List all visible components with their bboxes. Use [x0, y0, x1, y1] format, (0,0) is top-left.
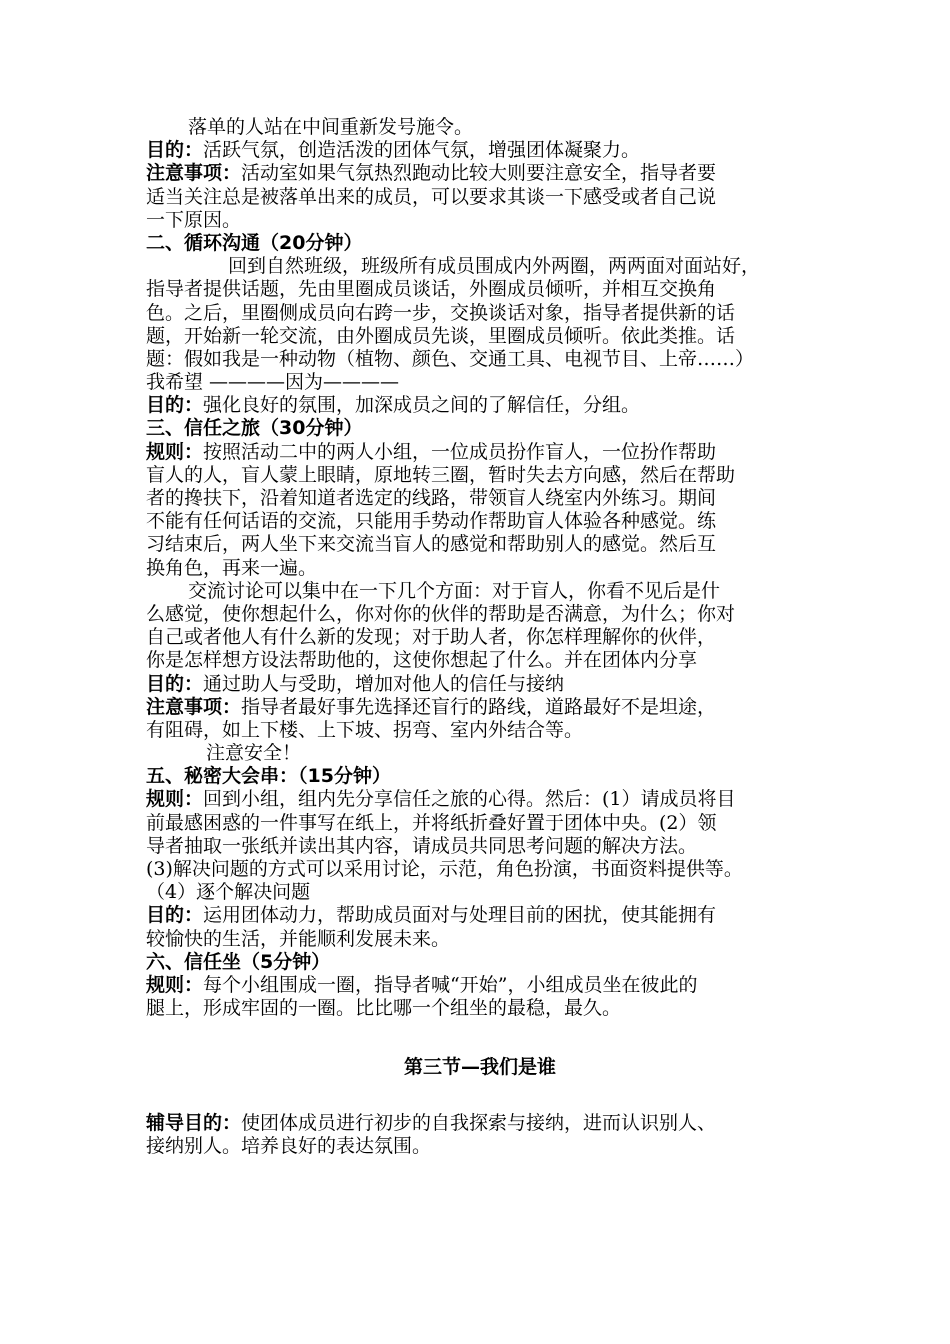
aim-paragraph	[146, 394, 814, 417]
rule-text: 按照活动二中的两人小组，一位成员扮作盲人，一位扮作帮助	[203, 440, 717, 463]
document-page	[146, 116, 814, 1158]
paragraph-line: 者的搀扶下，沿着知道者选定的线路，带领盲人绕室内外练习。期间	[146, 487, 717, 509]
paragraph-line: 习结束后，两人坐下来交流当盲人的感觉和帮助别人的感觉。然后互	[146, 533, 717, 556]
rule-paragraph	[146, 974, 814, 997]
section-heading: 三、信任之旅（30分钟）	[146, 417, 363, 440]
section-title: 第三节—我们是谁	[403, 1056, 556, 1079]
note-paragraph	[146, 162, 814, 185]
note-text: 指导者最好事先选择还盲行的路线，道路最好不是坦途，	[241, 695, 717, 718]
section-heading: 二、循环沟通（20分钟）	[146, 231, 363, 254]
paragraph-line: 较愉快的生活，并能顺利发展未来。	[146, 927, 451, 950]
rule-text: 回到小组，组内先分享信任之旅的心得。然后：(1）请成员将目	[203, 788, 736, 811]
note-text: 活动室如果气氛热烈跑动比较大则要注意安全，指导者要	[241, 162, 717, 185]
rule-label: 规则：	[146, 440, 204, 463]
paragraph-line: 么感觉，使你想起什么，你对你的伙伴的帮助是否满意，为什么；你对	[146, 602, 736, 625]
paragraph-line: 换角色，再来一遍。	[146, 556, 318, 579]
paragraph-line: 前最感困惑的一件事写在纸上，并将纸折叠好置于团体中央。(2）领	[146, 811, 717, 834]
aim-text: 运用团体动力，帮助成员面对与处理目前的困扰，使其能拥有	[203, 904, 717, 927]
aim-label: 目的：	[146, 394, 204, 417]
rule-label: 规则：	[146, 973, 204, 996]
rule-label: 规则：	[146, 788, 204, 811]
aim-text: 使团体成员进行初步的自我探索与接纳，进而认识别人、	[241, 1111, 717, 1134]
paragraph-line: (3)解决问题的方式可以采用讨论，示范，角色扮演，书面资料提供等。	[146, 858, 743, 880]
paragraph-line: 一下原因。	[146, 208, 242, 231]
paragraph-line: 腿上，形成牢固的一圈。比比哪一个组坐的最稳，最久。	[146, 997, 622, 1020]
rule-paragraph	[146, 788, 814, 811]
paragraph-line: 适当关注总是被落单出来的成员，可以要求其谈一下感受或者自己说	[146, 185, 717, 208]
paragraph-line: 你是怎样想方设法帮助他的，这使你想起了什么。并在团体内分享	[146, 649, 698, 672]
paragraph-line: 有阻碍，如上下楼、上下坡、拐弯、室内外结合等。	[146, 718, 584, 741]
paragraph-line: 接纳别人。培养良好的表达氛围。	[146, 1134, 432, 1157]
note-paragraph	[146, 696, 814, 719]
aim-label: 目的：	[146, 139, 204, 162]
section-heading: 五、秘密大会串：（15分钟）	[146, 765, 391, 788]
paragraph-line: 回到自然班级，班级所有成员围成内外两圈，两两面对面站好，	[228, 255, 761, 278]
aim-paragraph	[146, 904, 814, 927]
aim-text: 活跃气氛，创造活泼的团体气氛，增强团体凝聚力。	[203, 139, 641, 162]
aim-paragraph	[146, 673, 814, 696]
paragraph-line: 导者抽取一张纸并读出其内容，请成员共同思考问题的解决方法。	[146, 834, 698, 857]
aim-label: 目的：	[146, 672, 204, 695]
paragraph-line: 题：假如我是一种动物（植物、颜色、交通工具、电视节目、上帝……）	[146, 347, 755, 370]
paragraph-line: 题，开始新一轮交流，由外圈成员先谈，里圈成员倾听。依此类推。话	[146, 324, 736, 347]
safety-note: 注意安全！	[206, 742, 302, 765]
paragraph-line: （4）逐个解决问题	[146, 881, 311, 904]
aim-text: 强化良好的氛围，加深成员之间的了解信任，分组。	[203, 394, 641, 417]
section-heading: 六、信任坐（5分钟）	[146, 950, 331, 973]
paragraph-line: 我希望 ————因为————	[146, 371, 400, 394]
note-label: 注意事项：	[146, 695, 242, 718]
aim-paragraph	[146, 1112, 814, 1135]
aim-paragraph	[146, 139, 814, 162]
rule-text: 每个小组围成一圈，指导者喊“开始”，小组成员坐在彼此的	[203, 973, 698, 996]
paragraph-line: 落单的人站在中间重新发号施令。	[188, 116, 474, 138]
paragraph-line: 色。之后，里圈侧成员向右跨一步，交换谈话对象，指导者提供新的话	[146, 301, 736, 324]
aim-label: 辅导目的：	[146, 1111, 242, 1134]
aim-text: 通过助人与受助，增加对他人的信任与接纳	[203, 672, 565, 695]
paragraph-line: 交流讨论可以集中在一下几个方面：对于盲人，你看不见后是什	[188, 579, 721, 602]
aim-label: 目的：	[146, 904, 204, 927]
paragraph-line: 不能有任何话语的交流，只能用手势动作帮助盲人体验各种感觉。练	[146, 510, 717, 533]
rule-paragraph	[146, 441, 814, 464]
note-label: 注意事项：	[146, 162, 242, 185]
paragraph-line: 指导者提供话题，先由里圈成员谈话，外圈成员倾听，并相互交换角	[146, 278, 717, 301]
paragraph-line: 盲人的人，盲人蒙上眼睛，原地转三圈，暂时失去方向感，然后在帮助	[146, 463, 736, 486]
paragraph-line: 自己或者他人有什么新的发现；对于助人者，你怎样理解你的伙伴，	[146, 626, 717, 649]
